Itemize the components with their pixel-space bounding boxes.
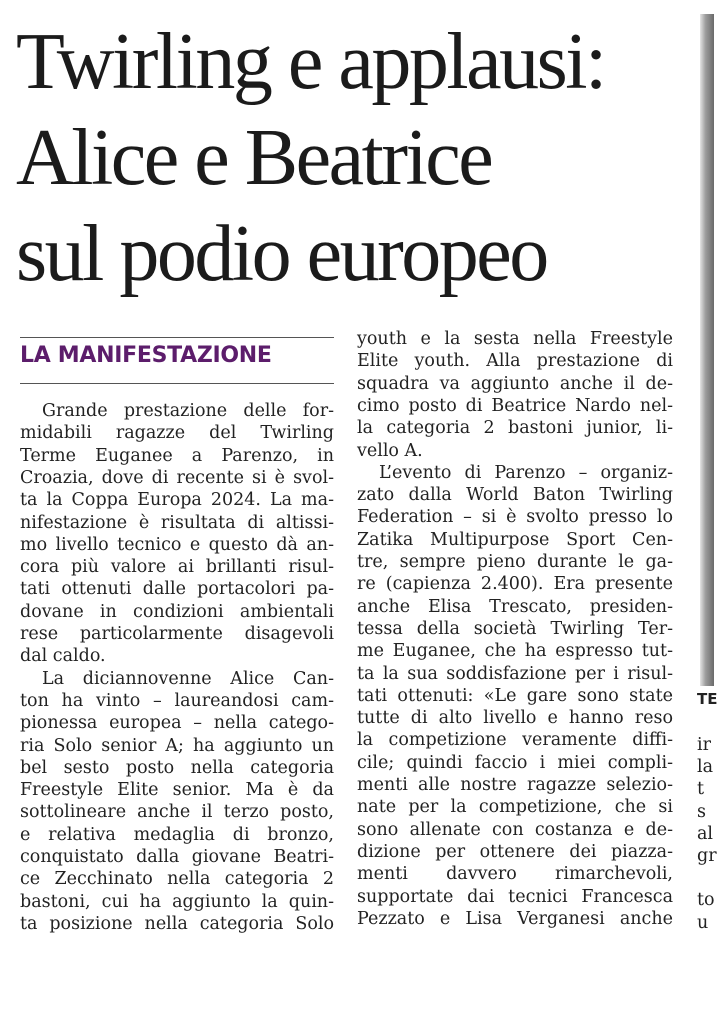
text-line: me Euganee, che ha espresso tut-	[357, 641, 673, 662]
text-line: dizione per ottenere dei piazza-	[357, 841, 673, 862]
text-line: pionessa europea – nella catego-	[20, 713, 334, 734]
text-line: cimo posto di Beatrice Nardo nel-	[357, 395, 673, 416]
text-fragment: gr	[697, 846, 717, 867]
adjacent-caption-fragment: TE	[697, 690, 717, 708]
text-line: dovane in condizioni ambientali	[20, 601, 334, 622]
headline-line-2: Alice e Beatrice	[16, 114, 492, 202]
headline-line-3: sul podio europeo	[16, 210, 547, 298]
adjacent-photo	[700, 14, 714, 686]
text-line: tati ottenuti dalle portacolori pa-	[20, 579, 334, 600]
headline	[16, 14, 696, 302]
text-line: la categoria 2 bastoni junior, li-	[357, 418, 673, 439]
text-line: vello A.	[357, 440, 423, 461]
text-line: tre, sempre pieno durante le ga-	[357, 552, 673, 572]
text-line: tutte di alto livello e hanno reso	[357, 708, 673, 729]
text-line: re (capienza 2.400). Era presente	[357, 574, 673, 595]
text-line: supportate dai tecnici Francesca	[357, 886, 673, 907]
text-line: ce Zecchinato nella categoria 2	[20, 869, 334, 890]
text-line: ria Solo senior A; ha aggiunto un	[20, 735, 334, 756]
text-fragment: s	[697, 801, 706, 822]
text-line: nate per la competizione, che si	[357, 797, 673, 818]
text-fragment: al	[697, 823, 714, 844]
text-line: ta la Coppa Europa 2024. La ma-	[20, 490, 334, 511]
text-fragment	[697, 867, 717, 889]
text-line: Freestyle Elite senior. Ma è da	[20, 780, 334, 801]
text-line: dal caldo.	[20, 646, 106, 667]
text-line: midabili ragazze del Twirling	[20, 423, 334, 444]
text-line: Croazia, dove di recente si è svol-	[20, 467, 334, 488]
text-line: sottolineare anche il terzo posto,	[20, 802, 334, 823]
text-line: ta la sua soddisfazione per i risul-	[357, 663, 673, 684]
text-line: tessa della società Twirling Ter-	[357, 618, 673, 639]
text-line: youth e la sesta nella Freestyle	[357, 329, 673, 349]
text-line: mo livello tecnico e questo dà an-	[20, 534, 334, 555]
text-line: La diciannovenne Alice Can-	[42, 668, 334, 689]
text-line: nifestazione è risultata di altissi-	[20, 512, 334, 533]
text-line: ton ha vinto – laureandosi cam-	[20, 690, 334, 711]
text-line: la competizione veramente diffi-	[357, 730, 673, 751]
text-line: Pezzato e Lisa Verganesi anche	[357, 908, 673, 929]
kicker-top-rule	[20, 337, 334, 338]
section-kicker: LA MANIFESTAZIONE	[20, 343, 272, 368]
text-line: bel sesto posto nella categoria	[20, 757, 334, 778]
text-line: e relativa medaglia di bronzo,	[20, 824, 334, 845]
text-line: sono allenate con costanza e de-	[357, 819, 673, 840]
text-fragment: to	[697, 890, 715, 911]
text-line: Terme Euganee a Parenzo, in	[20, 445, 334, 466]
adjacent-article-column	[697, 734, 717, 934]
text-line: ta posizione nella categoria Solo	[20, 913, 334, 934]
text-line: Elite youth. Alla prestazione di	[357, 351, 673, 372]
text-line: L’evento di Parenzo – organiz-	[379, 462, 673, 483]
text-line: Federation – si è svolto presso lo	[357, 507, 673, 528]
text-line: menti davvero rimarchevoli,	[357, 864, 673, 885]
text-line: Grande prestazione delle for-	[42, 401, 334, 421]
text-line: anche Elisa Trescato, presiden-	[357, 596, 673, 617]
headline-line-1: Twirling e applausi:	[16, 18, 605, 106]
text-fragment: ir	[697, 735, 711, 755]
text-line: conquistato dalla giovane Beatri-	[20, 847, 334, 867]
text-line: cile; quindi faccio i miei compli-	[357, 752, 673, 773]
text-fragment: t	[697, 779, 705, 800]
text-line: squadra va aggiunto anche il de-	[357, 373, 673, 394]
text-fragment: u	[697, 912, 709, 933]
text-fragment: la	[697, 757, 714, 778]
kicker-bottom-rule	[20, 383, 334, 384]
text-line: bastoni, cui ha aggiunto la quin-	[20, 891, 334, 912]
text-line: zato dalla World Baton Twirling	[357, 485, 673, 506]
text-line: menti alle nostre ragazze selezio-	[357, 775, 673, 795]
text-line: rese particolarmente disagevoli	[20, 624, 334, 644]
text-line: Zatika Multipurpose Sport Cen-	[357, 529, 673, 550]
text-line: cora più valore ai brillanti risul-	[20, 557, 334, 578]
text-line: tati ottenuti: «Le gare sono state	[357, 685, 673, 706]
